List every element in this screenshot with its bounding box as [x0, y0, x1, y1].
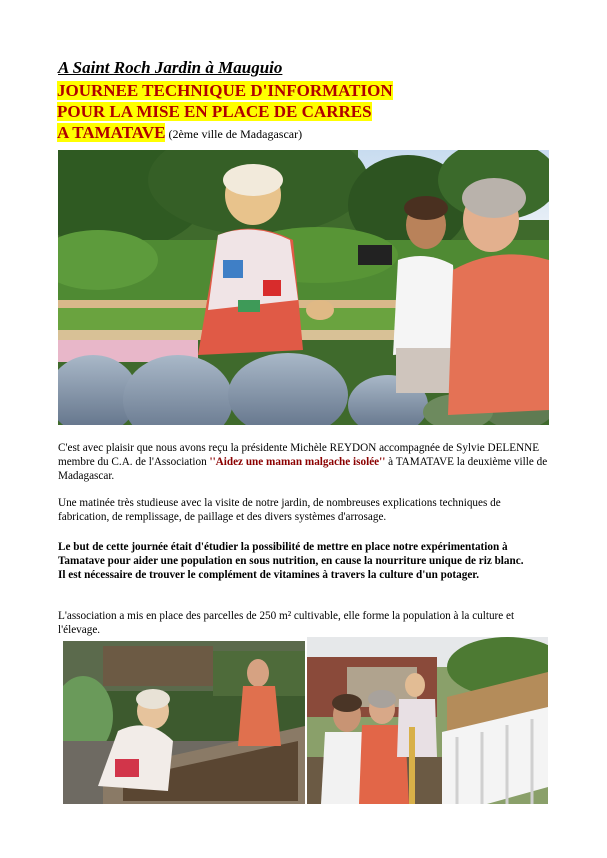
- fence-group-photo: [307, 637, 548, 804]
- headline: [57, 80, 393, 145]
- vitamin-text: Il est nécessaire de trouver le complément de vitamines à travers la culture d'un potager.: [58, 569, 480, 581]
- headline-line-3: [57, 122, 393, 145]
- headline-text-1: JOURNEE TECHNIQUE D'INFORMATION: [57, 81, 393, 100]
- association-name: ''Aidez une maman malgache isolée'': [209, 456, 386, 468]
- compost-bed-photo: [63, 641, 305, 804]
- page-title: A Saint Roch Jardin à Mauguio: [58, 58, 283, 77]
- fence-group-photo-drawing: [307, 637, 548, 804]
- headline-line-1: [57, 80, 393, 101]
- headline-text-3: A TAMATAVE: [57, 123, 166, 142]
- intro-text-start: C'est avec plaisir que nous avons reçu la présidente Michèle REYDON accompagnée de Sylvie DELENNE membre du C.A. de l'Association: [58, 442, 540, 468]
- compost-bed-photo-drawing: [63, 641, 305, 804]
- intro-paragraph: [58, 441, 550, 483]
- headline-subtitle: (2ème ville de Madagascar): [165, 127, 303, 141]
- headline-text-2: POUR LA MISE EN PLACE DE CARRES: [57, 102, 372, 121]
- headline-line-2: [57, 101, 393, 122]
- association-paragraph: L'association a mis en place des parcelles de 250 m² cultivable, elle forme la population à la culture et l'élevage.: [58, 610, 515, 636]
- intro-text-end: à TAMATAVE la deuxième ville de Madagascar.: [58, 456, 548, 482]
- goal-text: Le but de cette journée était d'étudier la possibilité de mettre en place notre expérimentation à Tamatave pour aider une population en sous nutrition, en cause la nourriture unique de riz blanc.: [58, 541, 524, 567]
- main-garden-photo: [58, 150, 549, 425]
- goal-paragraph: [58, 540, 550, 582]
- main-garden-photo-drawing: [58, 150, 549, 425]
- visit-paragraph: Une matinée très studieuse avec la visite de notre jardin, de nombreuses explications techniques de fabrication, de remplissage, de paillage et des divers systèmes d'arrosage.: [58, 497, 501, 523]
